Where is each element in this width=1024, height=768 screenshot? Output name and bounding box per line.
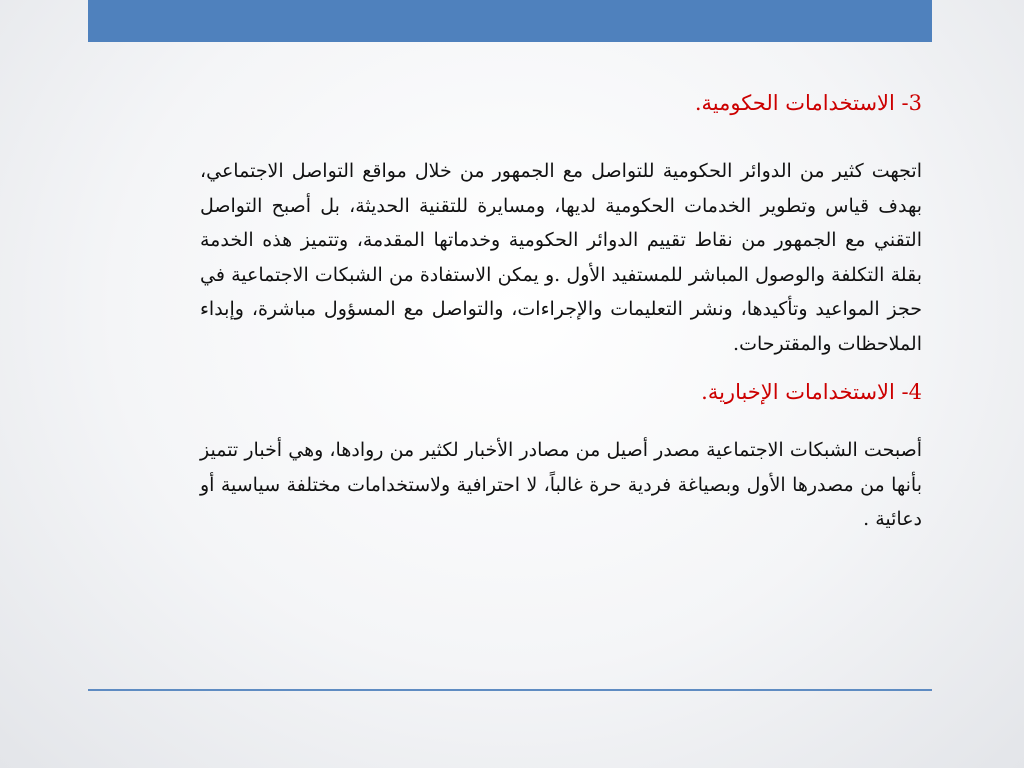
section-body-news: أصبحت الشبكات الاجتماعية مصدر أصيل من مصادر الأخبار لكثير من روادها، وهي أخبار تتميز بأنها من مصدرها الأول وبصياغة فردية حرة غالباً، لا احترافية ولاستخدامات مختلفة سياسية أو دعائية . — [200, 439, 922, 530]
slide-content — [200, 86, 922, 537]
section-heading-news: 4- الاستخدامات الإخبارية. — [701, 380, 922, 404]
spacer — [200, 409, 922, 433]
spacer — [200, 361, 922, 375]
section-heading-government: 3- الاستخدامات الحكومية. — [694, 91, 922, 115]
section-body-government: اتجهت كثير من الدوائر الحكومية للتواصل مع الجمهور من خلال مواقع التواصل الاجتماعي، بهدف قياس وتطوير الخدمات الحكومية لديها، ومسايرة للتقنية الحديثة، بل أصبح التواصل التقني مع الجمهور من نقاط تقييم الدوائر الحكومية وخدماتها المقدمة، وتتميز هذه الخدمة بقلة التكلفة والوصول المباشر للمستفيد الأول .و يمكن الاستفادة من الشبكات الاجتماعية في حجز المواعيد وتأكيدها، ونشر التعليمات والإجراءات، والتواصل مع المسؤول مباشرة، وإبداء الملاحظات والمقترحات. — [200, 160, 922, 355]
header-bar — [88, 0, 932, 42]
footer-divider — [88, 689, 932, 691]
spacer — [200, 120, 922, 154]
